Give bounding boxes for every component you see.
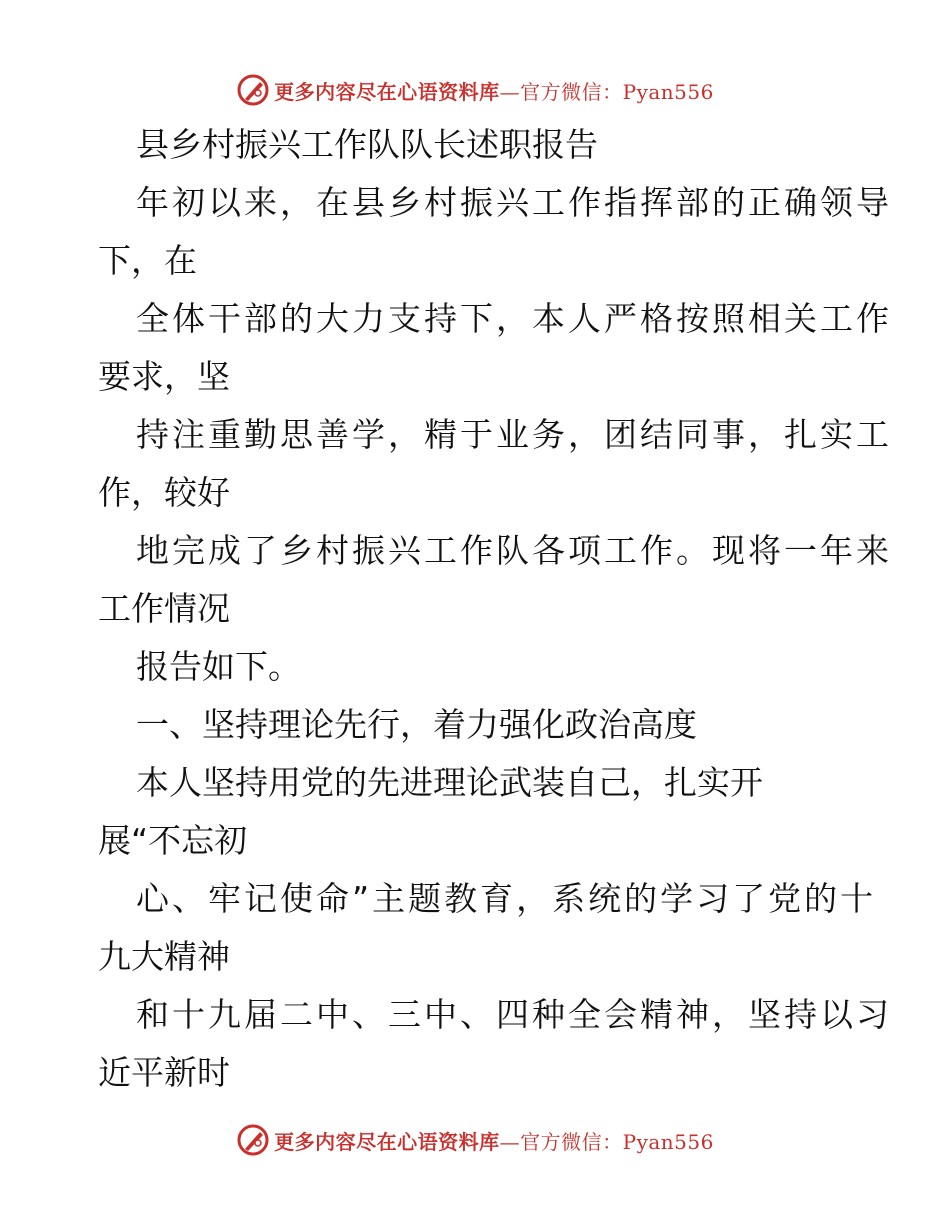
document-title: 县乡村振兴工作队队长述职报告 bbox=[136, 125, 598, 164]
paragraph-line: 九大精神 bbox=[98, 937, 230, 976]
paragraph-line: 要求，坚 bbox=[98, 357, 230, 396]
paragraph-line: 地完成了乡村振兴工作队各项工作。现将一年来 bbox=[136, 531, 892, 570]
paragraph-line: 近平新时 bbox=[98, 1053, 230, 1092]
paragraph-line: 作，较好 bbox=[98, 473, 230, 512]
paragraph-line: 展“不忘初 bbox=[98, 821, 248, 860]
watermark-text bbox=[274, 1126, 714, 1155]
watermark-text bbox=[274, 76, 714, 105]
paragraph-line: 下，在 bbox=[98, 241, 197, 280]
paragraph-line: 持注重勤思善学，精于业务，团结同事，扎实工 bbox=[136, 415, 892, 454]
paragraph-line: 工作情况 bbox=[98, 589, 230, 628]
footer-watermark bbox=[0, 1122, 950, 1158]
watermark-separator: — bbox=[499, 79, 521, 104]
pen-logo-icon bbox=[236, 1123, 270, 1157]
paragraph-line: 和十九届二中、三中、四种全会精神，坚持以习 bbox=[136, 995, 892, 1034]
paragraph-line: 心、牢记使命”主题教育，系统的学习了党的十 bbox=[136, 879, 877, 918]
watermark-wechat: 官方微信：Pyan556 bbox=[520, 79, 714, 104]
watermark-brand: 更多内容尽在心语资料库 bbox=[274, 1129, 500, 1154]
pen-logo-icon bbox=[236, 73, 270, 107]
watermark-wechat: 官方微信：Pyan556 bbox=[520, 1129, 714, 1154]
document-body bbox=[98, 116, 892, 1102]
section-heading: 一、坚持理论先行，着力强化政治高度 bbox=[136, 705, 697, 744]
header-watermark bbox=[0, 72, 950, 108]
paragraph-line: 报告如下。 bbox=[136, 647, 301, 686]
paragraph-line: 年初以来，在县乡村振兴工作指挥部的正确领导 bbox=[136, 183, 892, 222]
paragraph-line: 本人坚持用党的先进理论武装自己，扎实开 bbox=[136, 763, 763, 802]
watermark-brand: 更多内容尽在心语资料库 bbox=[274, 79, 500, 104]
paragraph-line: 全体干部的大力支持下，本人严格按照相关工作 bbox=[136, 299, 892, 338]
watermark-separator: — bbox=[499, 1129, 521, 1154]
